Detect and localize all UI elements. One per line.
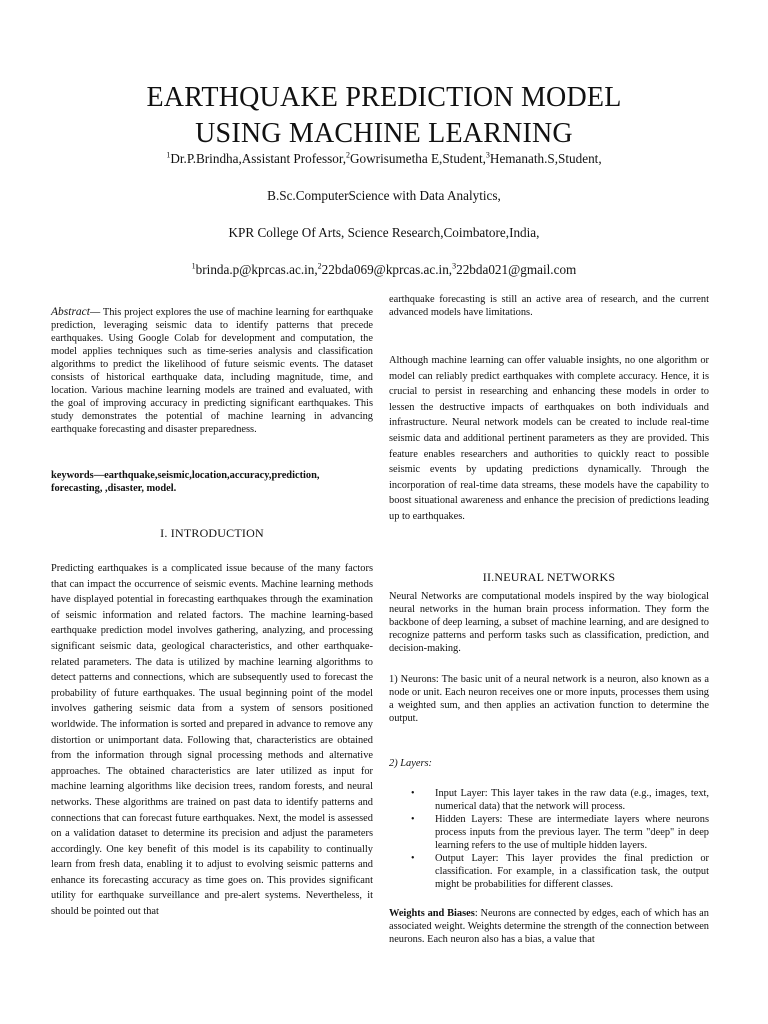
- email-3-sup: 3: [452, 261, 457, 271]
- email-line: [0, 261, 768, 279]
- email-1: brinda.p@kprcas.ac.in,: [195, 262, 318, 277]
- title-line-1: EARTHQUAKE PREDICTION MODEL: [146, 82, 622, 113]
- abstract-text: This project explores the use of machine learning for earthquake prediction, leveraging seismic data to identify patterns that precede earthquakes. Using Google Colab for development and computation, the model applies techniques such as time-series analysis and classification algorithms to predict the likelihood of future seismic events. The dataset consists of historical earthquake data, including magnitude, time, and location. Various machine learning models are trained and evaluated, with the goal of improving accuracy in predicting significant earthquakes. This study demonstrates the potential of machine learning in advancing earthquake forecasting and disaster preparedness.: [51, 307, 373, 435]
- email-2: 22bda069@kprcas.ac.in,: [321, 262, 453, 277]
- author-list: [0, 150, 768, 168]
- college-line: KPR College Of Arts, Science Research,Coimbatore,India,: [228, 225, 540, 240]
- bullet-icon: •: [411, 814, 415, 825]
- list-item-hidden-layers: • Hidden Layers: These are intermediate layers where neurons process inputs from the previous layer. The term "deep" in deep learning refers to the use of multiple hidden layers.: [411, 814, 709, 851]
- keywords: keywords—earthquake,seismic,location,accuracy,prediction, forecasting, ,disaster, model.: [51, 470, 320, 494]
- author-2-sup: 2: [346, 150, 351, 160]
- list-item-input-layer: • Input Layer: This layer takes in the raw data (e.g., images, text, numerical data) that the network will process.: [411, 788, 709, 812]
- author-3: Hemanath.S,Student,: [489, 151, 602, 166]
- introduction-text: Predicting earthquakes is a complicated issue because of the many factors that can impact the occurrence of seismic events. Machine learning methods have displayed potential in forecasting earthquakes through the examination of seismic information and related factors. The machine learning-based earthquake prediction model involves gathering, analyzing, and processing significant seismic data, geological characteristics, and other earthquake-related parameters. The data is utilized by machine learning algorithms to detect patterns and connections, which are subsequently used to forecast the probability of future earthquakes. The usual beginning point of the model involves gathering seismic data from a system of sensors positioned worldwide. The information is sorted and prepared in advance to remove any distortion or unimportant data. Following that, characteristics are obtained from the information through signal processing methods and alternative approaches. The obtained characteristics are later utilized as input for machine learning algorithms like decision trees, random forests, and neural networks. These algorithms are trained on past data to identify patterns and connections that can forecast future earthquakes. Next, the model is assessed on a validation dataset to determine its precision and adjust the parameters accordingly. One key benefit of this model is its capability to continually learn from fresh data, enabling it to adjust to evolving seismic patterns and enhance its forecasting accuracy as time goes on. This provides significant utility for earthquake surveillance and pre-alert systems. Nevertheless, it should be pointed out that: [51, 563, 373, 918]
- abstract: [51, 306, 373, 436]
- author-3-sup: 3: [485, 150, 490, 160]
- layers-label: 2) Layers:: [389, 758, 432, 769]
- author-2: Gowrisumetha E,Student,: [350, 151, 486, 166]
- list-item-output-layer: • Output Layer: This layer provides the final prediction or classification. For example, in a classification task, the output might be probabilities for different classes.: [411, 853, 709, 890]
- weights-biases-label: Weights and Biases: [389, 908, 475, 919]
- program-line: B.Sc.ComputerScience with Data Analytics,: [267, 188, 501, 203]
- email-2-sup: 2: [317, 261, 322, 271]
- author-1: Dr.P.Brindha,Assistant Professor,: [170, 151, 347, 166]
- bullet-icon: •: [411, 788, 415, 799]
- neural-networks-intro: Neural Networks are computational models inspired by the way biological neural networks in the human brain process information. They form the backbone of deep learning, a subset of machine learning, and are designed to recognize patterns and perform tasks such as classification, prediction, and decision-making.: [389, 591, 709, 654]
- section-heading-introduction: I. INTRODUCTION: [160, 526, 264, 540]
- paper-title: [0, 80, 768, 152]
- intro-continuation: earthquake forecasting is still an active area of research, and the current advanced models have limitations.: [389, 294, 709, 318]
- layers-list: [389, 787, 709, 891]
- email-1-sup: 1: [191, 261, 196, 271]
- weights-biases-paragraph: [389, 907, 709, 946]
- email-3: 22bda021@gmail.com: [456, 262, 577, 277]
- author-1-sup: 1: [166, 150, 171, 160]
- title-line-2: USING MACHINE LEARNING: [195, 118, 573, 149]
- section-heading-neural-networks: II.NEURAL NETWORKS: [482, 570, 616, 584]
- weights-biases-text: : Neurons are connected by edges, each of which has an associated weight. Weights determine the strength of the connection between neurons. Each neuron also has a bias, a value that: [389, 908, 709, 945]
- ml-limitations-paragraph: Although machine learning can offer valuable insights, no one algorithm or model can reliably predict earthquakes with complete accuracy. Hence, it is crucial to persist in researching and enhancing these models in order to lessen the destructive impacts of earthquakes on both individuals and infrastructure. Neural network models can be created to include real-time seismic data and additional pertinent parameters as they are provided. This feature enables researchers and authorities to quickly react to possible seismic events by updating predictions dynamically. Through the incorporation of real-time data streams, these models have the capability to boost situational awareness and enhance the precision of predictions leading up to earthquakes.: [389, 355, 709, 522]
- bullet-icon: •: [411, 853, 415, 864]
- abstract-label: Abstract—: [51, 306, 101, 318]
- neurons-paragraph: 1) Neurons: The basic unit of a neural network is a neuron, also known as a node or unit. Each neuron receives one or more inputs, processes them using a weighted sum, and then applies an activation function to determine the output.: [389, 674, 709, 724]
